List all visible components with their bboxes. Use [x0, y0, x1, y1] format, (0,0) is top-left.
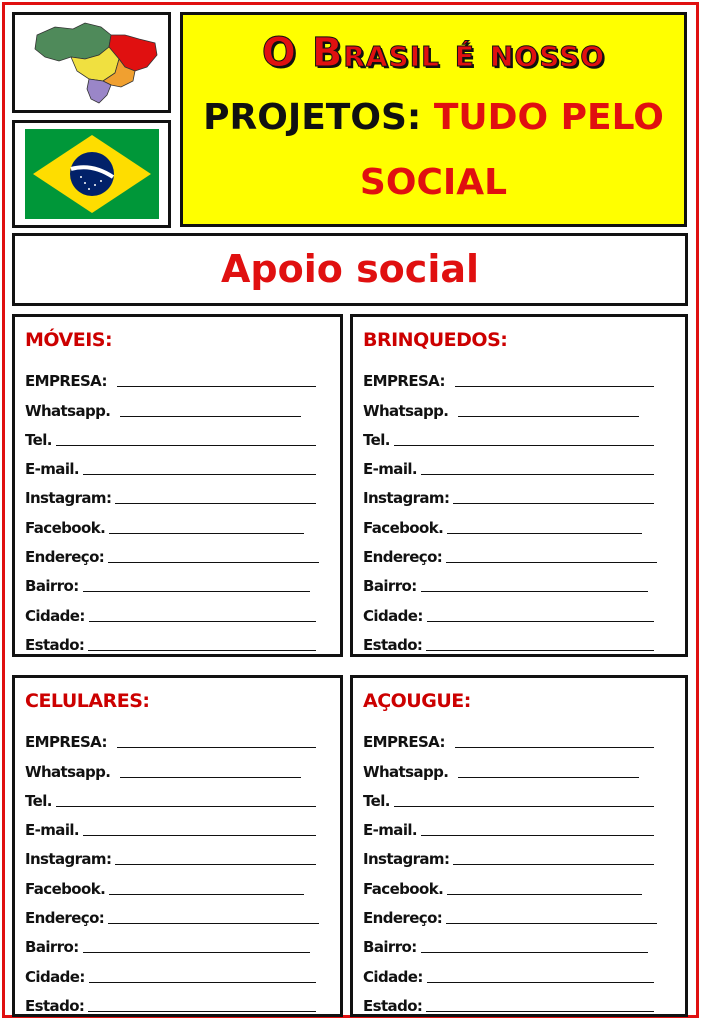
- form-field: [363, 537, 657, 566]
- field-label: Estado:: [363, 635, 423, 654]
- field-label: Instagram:: [363, 850, 450, 869]
- fill-in-line[interactable]: [83, 591, 310, 592]
- field-label: EMPRESA:: [25, 372, 107, 391]
- form-field: [25, 478, 316, 507]
- field-label: Instagram:: [363, 489, 450, 508]
- form-field: [25, 781, 316, 810]
- fill-in-line[interactable]: [83, 952, 310, 953]
- form-field: [25, 625, 316, 654]
- fill-in-line[interactable]: [108, 562, 319, 563]
- form-field: [363, 390, 639, 419]
- projects-label: PROJETOS:: [203, 97, 422, 138]
- category-card: [12, 675, 343, 1017]
- field-label: Tel.: [25, 430, 52, 449]
- form-field: [25, 420, 316, 449]
- fill-in-line[interactable]: [108, 923, 319, 924]
- field-label: Tel.: [363, 430, 390, 449]
- category-card: [350, 314, 688, 657]
- fill-in-line[interactable]: [421, 591, 648, 592]
- category-card: [350, 675, 688, 1017]
- form-field: [25, 566, 310, 595]
- form-field: [25, 868, 304, 897]
- fill-in-line[interactable]: [109, 894, 304, 895]
- field-label: Tel.: [25, 791, 52, 810]
- form-field: [363, 595, 654, 624]
- fill-in-line[interactable]: [455, 386, 654, 387]
- form-field: [363, 566, 648, 595]
- fill-in-line[interactable]: [446, 562, 657, 563]
- category-title: AÇOUGUE:: [363, 690, 471, 712]
- fill-in-line[interactable]: [421, 474, 654, 475]
- form-field: [363, 868, 642, 897]
- field-label: E-mail.: [363, 821, 418, 840]
- form-field: [25, 595, 316, 624]
- form-field: [363, 420, 654, 449]
- fill-in-line[interactable]: [458, 777, 639, 778]
- field-label: Cidade:: [363, 967, 423, 986]
- fill-in-line[interactable]: [109, 533, 304, 534]
- field-label: Endereço:: [25, 548, 105, 567]
- form-field: [363, 810, 654, 839]
- field-label: Whatsapp.: [363, 762, 449, 781]
- field-label: EMPRESA:: [25, 733, 107, 752]
- subtitle: Apoio social: [220, 247, 480, 291]
- field-label: Cidade:: [25, 967, 85, 986]
- main-title: O Brasil é nosso: [261, 30, 606, 76]
- fill-in-line[interactable]: [458, 416, 639, 417]
- form-field: [363, 839, 654, 868]
- fill-in-line[interactable]: [394, 806, 654, 807]
- fill-in-line[interactable]: [427, 621, 654, 622]
- brazil-flag-icon: [15, 123, 168, 225]
- fill-in-line[interactable]: [115, 864, 316, 865]
- fill-in-line[interactable]: [89, 982, 316, 983]
- projects-name-line1: TUDO PELO: [433, 97, 664, 138]
- field-label: Instagram:: [25, 850, 112, 869]
- form-field: [25, 722, 316, 751]
- field-label: Facebook.: [363, 879, 444, 898]
- field-label: Endereço:: [363, 909, 443, 928]
- fill-in-line[interactable]: [421, 952, 648, 953]
- field-label: Tel.: [363, 791, 390, 810]
- form-field: [363, 449, 654, 478]
- form-field: [25, 927, 310, 956]
- field-label: Endereço:: [363, 548, 443, 567]
- fill-in-line[interactable]: [83, 835, 316, 836]
- form-field: [25, 839, 316, 868]
- fill-in-line[interactable]: [446, 923, 657, 924]
- form-field: [25, 507, 304, 536]
- title-panel: [180, 12, 687, 227]
- fill-in-line[interactable]: [447, 533, 642, 534]
- field-label: Facebook.: [25, 518, 106, 537]
- category-card: [12, 314, 343, 657]
- fill-in-line[interactable]: [83, 474, 316, 475]
- fill-in-line[interactable]: [117, 386, 316, 387]
- form-field: [363, 927, 648, 956]
- form-field: [363, 722, 654, 751]
- fill-in-line[interactable]: [394, 445, 654, 446]
- field-label: E-mail.: [25, 460, 80, 479]
- field-label: Whatsapp.: [25, 401, 111, 420]
- field-label: E-mail.: [363, 460, 418, 479]
- fill-in-line[interactable]: [427, 982, 654, 983]
- field-label: Estado:: [25, 635, 85, 654]
- category-title: BRINQUEDOS:: [363, 329, 508, 351]
- field-label: EMPRESA:: [363, 733, 445, 752]
- brazil-map-icon: [15, 15, 168, 110]
- form-field: [363, 478, 654, 507]
- field-list: [25, 722, 325, 1015]
- fill-in-line[interactable]: [426, 650, 654, 651]
- field-label: Bairro:: [25, 577, 79, 596]
- form-field: [363, 361, 654, 390]
- fill-in-line[interactable]: [88, 1011, 316, 1012]
- form-field: [25, 751, 301, 780]
- fill-in-line[interactable]: [120, 777, 301, 778]
- form-field: [25, 898, 319, 927]
- field-label: Whatsapp.: [25, 762, 111, 781]
- fill-in-line[interactable]: [120, 416, 301, 417]
- subtitle-panel: [12, 233, 688, 306]
- field-label: Estado:: [25, 996, 85, 1015]
- form-field: [25, 390, 301, 419]
- field-label: Bairro:: [363, 577, 417, 596]
- projects-name-line2: SOCIAL: [359, 162, 508, 203]
- fill-in-line[interactable]: [115, 503, 316, 504]
- map-panel: [12, 12, 171, 113]
- fill-in-line[interactable]: [117, 747, 316, 748]
- fill-in-line[interactable]: [88, 650, 316, 651]
- field-label: EMPRESA:: [363, 372, 445, 391]
- form-field: [25, 956, 316, 985]
- fill-in-line[interactable]: [56, 806, 316, 807]
- field-label: Bairro:: [363, 938, 417, 957]
- fill-in-line[interactable]: [426, 1011, 654, 1012]
- form-field: [25, 810, 316, 839]
- field-label: Estado:: [363, 996, 423, 1015]
- field-list: [25, 361, 325, 654]
- field-label: Bairro:: [25, 938, 79, 957]
- field-label: Whatsapp.: [363, 401, 449, 420]
- fill-in-line[interactable]: [453, 503, 654, 504]
- field-label: Facebook.: [25, 879, 106, 898]
- field-label: Cidade:: [363, 606, 423, 625]
- field-label: E-mail.: [25, 821, 80, 840]
- form-field: [25, 361, 316, 390]
- fill-in-line[interactable]: [421, 835, 654, 836]
- form-field: [25, 537, 319, 566]
- form-field: [363, 986, 654, 1015]
- form-field: [363, 956, 654, 985]
- form-field: [363, 751, 639, 780]
- fill-in-line[interactable]: [56, 445, 316, 446]
- field-label: Cidade:: [25, 606, 85, 625]
- form-field: [363, 781, 654, 810]
- form-field: [363, 898, 657, 927]
- field-label: Facebook.: [363, 518, 444, 537]
- form-field: [363, 507, 642, 536]
- field-list: [363, 361, 663, 654]
- field-list: [363, 722, 663, 1015]
- field-label: Endereço:: [25, 909, 105, 928]
- field-label: Instagram:: [25, 489, 112, 508]
- fill-in-line[interactable]: [453, 864, 654, 865]
- projects-heading: [183, 97, 684, 139]
- form-field: [25, 449, 316, 478]
- flag-panel: [12, 120, 171, 228]
- category-title: CELULARES:: [25, 690, 150, 712]
- fill-in-line[interactable]: [447, 894, 642, 895]
- category-title: MÓVEIS:: [25, 329, 113, 351]
- fill-in-line[interactable]: [455, 747, 654, 748]
- fill-in-line[interactable]: [89, 621, 316, 622]
- form-field: [25, 986, 316, 1015]
- form-field: [363, 625, 654, 654]
